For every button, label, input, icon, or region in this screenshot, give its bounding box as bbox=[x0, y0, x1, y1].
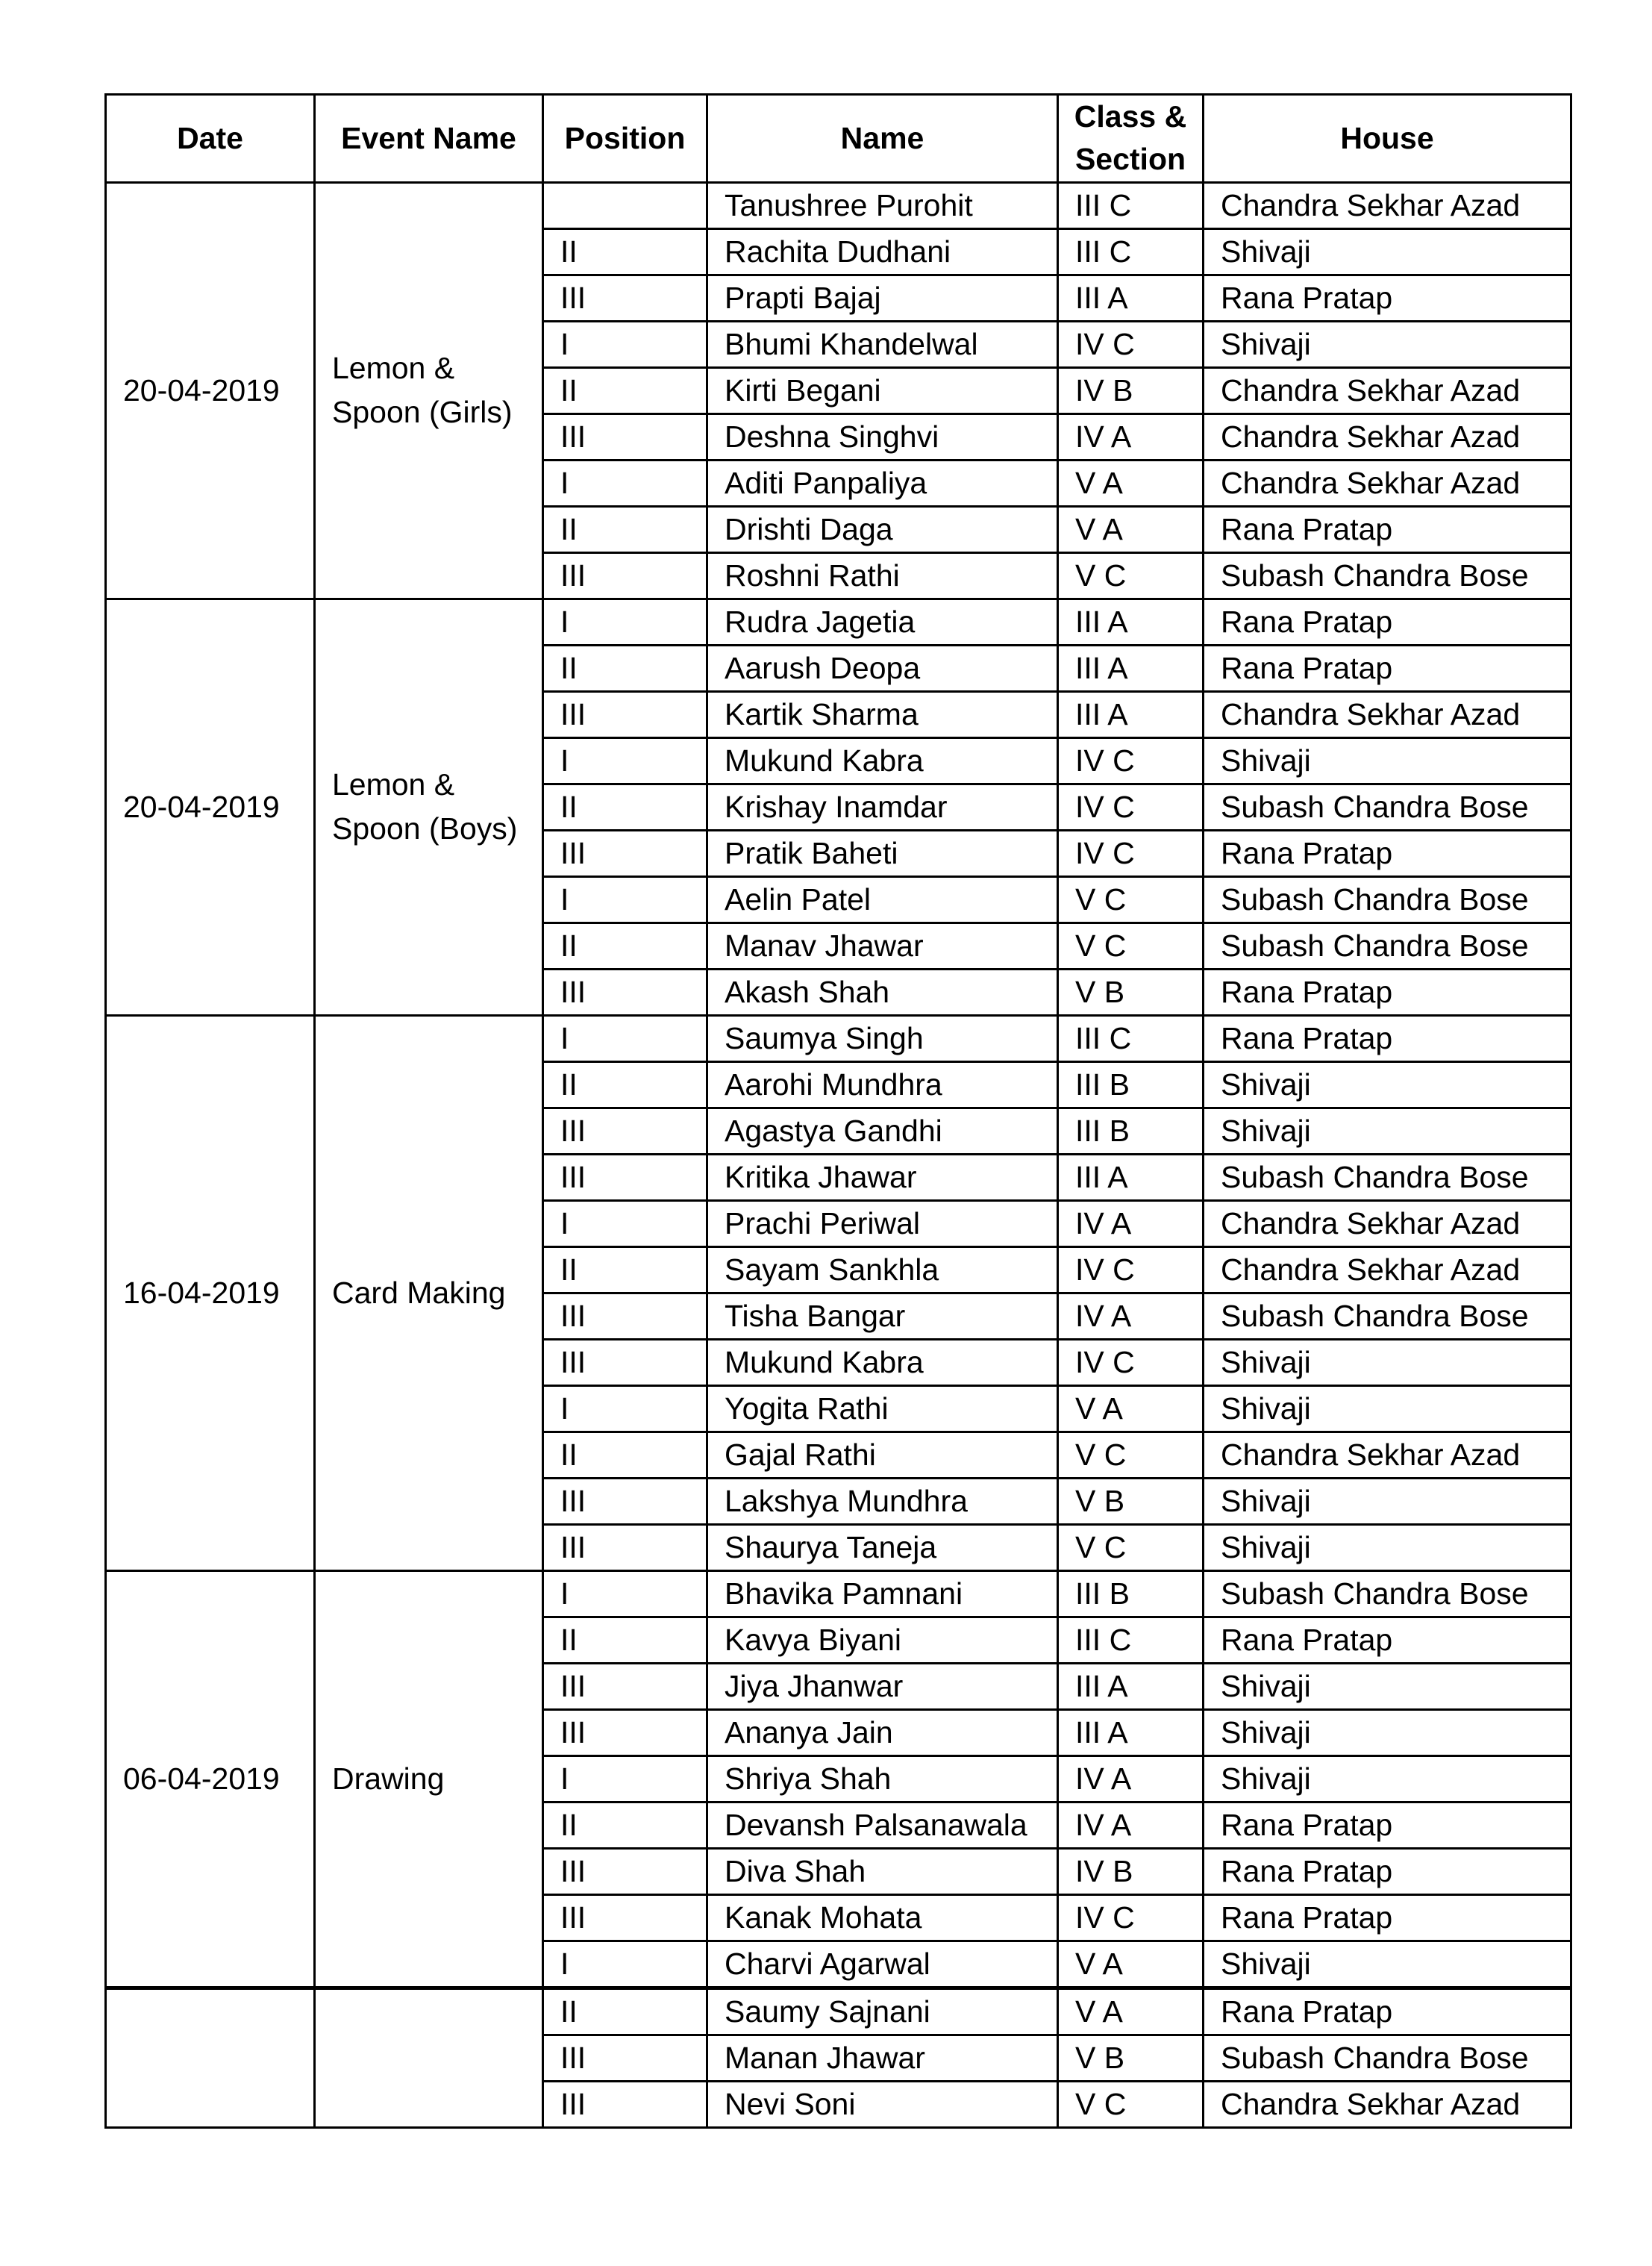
house-cell: Subash Chandra Bose bbox=[1204, 2035, 1571, 2081]
position-cell: I bbox=[543, 1200, 707, 1246]
table-row bbox=[106, 599, 1571, 645]
name-cell: Deshna Singhvi bbox=[707, 413, 1058, 460]
event-name-cell: Drawing bbox=[315, 1570, 543, 1988]
position-cell: III bbox=[543, 1154, 707, 1200]
house-cell: Subash Chandra Bose bbox=[1204, 1293, 1571, 1339]
class-section-cell: V A bbox=[1058, 460, 1204, 506]
class-section-cell: III A bbox=[1058, 599, 1204, 645]
name-cell: Sayam Sankhla bbox=[707, 1246, 1058, 1293]
class-section-cell: V C bbox=[1058, 1432, 1204, 1478]
class-section-cell: IV C bbox=[1058, 321, 1204, 367]
class-section-cell: V C bbox=[1058, 1524, 1204, 1570]
house-cell: Rana Pratap bbox=[1204, 506, 1571, 552]
name-cell: Aarush Deopa bbox=[707, 645, 1058, 691]
class-section-cell: III A bbox=[1058, 1709, 1204, 1755]
name-cell: Bhumi Khandelwal bbox=[707, 321, 1058, 367]
position-cell: III bbox=[543, 1524, 707, 1570]
house-cell: Rana Pratap bbox=[1204, 830, 1571, 876]
position-cell: I bbox=[543, 1755, 707, 1802]
house-cell: Rana Pratap bbox=[1204, 1894, 1571, 1941]
class-section-cell: IV A bbox=[1058, 1200, 1204, 1246]
class-section-cell: IV B bbox=[1058, 1848, 1204, 1894]
house-cell: Subash Chandra Bose bbox=[1204, 784, 1571, 830]
class-section-cell: V C bbox=[1058, 923, 1204, 969]
house-cell: Shivaji bbox=[1204, 1478, 1571, 1524]
class-section-cell: III C bbox=[1058, 1015, 1204, 1061]
name-cell: Pratik Baheti bbox=[707, 830, 1058, 876]
header-class-section: Class & Section bbox=[1058, 95, 1204, 183]
position-cell: III bbox=[543, 552, 707, 599]
name-cell: Devansh Palsanawala bbox=[707, 1802, 1058, 1848]
house-cell: Shivaji bbox=[1204, 1709, 1571, 1755]
position-cell: II bbox=[543, 784, 707, 830]
table-body bbox=[106, 182, 1571, 2127]
header-name: Name bbox=[707, 95, 1058, 183]
position-cell: I bbox=[543, 876, 707, 923]
name-cell: Shaurya Taneja bbox=[707, 1524, 1058, 1570]
position-cell: II bbox=[543, 923, 707, 969]
position-cell: III bbox=[543, 691, 707, 737]
position-cell: I bbox=[543, 321, 707, 367]
position-cell: I bbox=[543, 737, 707, 784]
name-cell: Agastya Gandhi bbox=[707, 1108, 1058, 1154]
table-header bbox=[106, 95, 1571, 183]
class-section-cell: V A bbox=[1058, 1941, 1204, 1988]
house-cell: Shivaji bbox=[1204, 321, 1571, 367]
name-cell: Kritika Jhawar bbox=[707, 1154, 1058, 1200]
position-cell: III bbox=[543, 1848, 707, 1894]
position-cell: III bbox=[543, 2035, 707, 2081]
position-cell: II bbox=[543, 367, 707, 413]
house-cell: Rana Pratap bbox=[1204, 1988, 1571, 2035]
house-cell: Shivaji bbox=[1204, 1339, 1571, 1385]
class-section-cell: IV C bbox=[1058, 784, 1204, 830]
name-cell: Rudra Jagetia bbox=[707, 599, 1058, 645]
house-cell: Shivaji bbox=[1204, 1385, 1571, 1432]
event-name-cell: Card Making bbox=[315, 1015, 543, 1570]
house-cell: Rana Pratap bbox=[1204, 1848, 1571, 1894]
name-cell: Diva Shah bbox=[707, 1848, 1058, 1894]
position-cell: III bbox=[543, 830, 707, 876]
position-cell: I bbox=[543, 1385, 707, 1432]
date-cell: 20-04-2019 bbox=[106, 182, 315, 599]
name-cell: Roshni Rathi bbox=[707, 552, 1058, 599]
house-cell: Chandra Sekhar Azad bbox=[1204, 460, 1571, 506]
class-section-cell: V B bbox=[1058, 969, 1204, 1015]
position-cell: II bbox=[543, 1246, 707, 1293]
class-section-cell: V A bbox=[1058, 506, 1204, 552]
name-cell: Rachita Dudhani bbox=[707, 228, 1058, 275]
name-cell: Prapti Bajaj bbox=[707, 275, 1058, 321]
name-cell: Akash Shah bbox=[707, 969, 1058, 1015]
table-row bbox=[106, 1570, 1571, 1617]
house-cell: Rana Pratap bbox=[1204, 599, 1571, 645]
house-cell: Subash Chandra Bose bbox=[1204, 1570, 1571, 1617]
house-cell: Subash Chandra Bose bbox=[1204, 923, 1571, 969]
class-section-cell: III A bbox=[1058, 1154, 1204, 1200]
class-section-cell: III C bbox=[1058, 1617, 1204, 1663]
header-house: House bbox=[1204, 95, 1571, 183]
position-cell: II bbox=[543, 1802, 707, 1848]
position-cell: III bbox=[543, 275, 707, 321]
class-section-cell: IV C bbox=[1058, 1339, 1204, 1385]
name-cell: Tisha Bangar bbox=[707, 1293, 1058, 1339]
name-cell: Bhavika Pamnani bbox=[707, 1570, 1058, 1617]
name-cell: Drishti Daga bbox=[707, 506, 1058, 552]
table-row bbox=[106, 1015, 1571, 1061]
position-cell: III bbox=[543, 2081, 707, 2127]
position-cell: I bbox=[543, 1015, 707, 1061]
name-cell: Mukund Kabra bbox=[707, 1339, 1058, 1385]
name-cell: Prachi Periwal bbox=[707, 1200, 1058, 1246]
position-cell: II bbox=[543, 1432, 707, 1478]
class-section-cell: IV A bbox=[1058, 1755, 1204, 1802]
name-cell: Manav Jhawar bbox=[707, 923, 1058, 969]
position-cell: II bbox=[543, 228, 707, 275]
house-cell: Subash Chandra Bose bbox=[1204, 552, 1571, 599]
name-cell: Aelin Patel bbox=[707, 876, 1058, 923]
header-event-name: Event Name bbox=[315, 95, 543, 183]
date-cell: 06-04-2019 bbox=[106, 1570, 315, 1988]
house-cell: Shivaji bbox=[1204, 1061, 1571, 1108]
house-cell: Shivaji bbox=[1204, 1663, 1571, 1709]
class-section-cell: IV B bbox=[1058, 367, 1204, 413]
name-cell: Nevi Soni bbox=[707, 2081, 1058, 2127]
class-section-cell: III A bbox=[1058, 1663, 1204, 1709]
house-cell: Chandra Sekhar Azad bbox=[1204, 367, 1571, 413]
house-cell: Rana Pratap bbox=[1204, 1802, 1571, 1848]
house-cell: Chandra Sekhar Azad bbox=[1204, 2081, 1571, 2127]
name-cell: Tanushree Purohit bbox=[707, 182, 1058, 228]
name-cell: Aarohi Mundhra bbox=[707, 1061, 1058, 1108]
date-cell bbox=[106, 1988, 315, 2127]
position-cell: II bbox=[543, 1061, 707, 1108]
house-cell: Chandra Sekhar Azad bbox=[1204, 1246, 1571, 1293]
position-cell: III bbox=[543, 413, 707, 460]
house-cell: Chandra Sekhar Azad bbox=[1204, 1432, 1571, 1478]
name-cell: Kirti Begani bbox=[707, 367, 1058, 413]
position-cell: II bbox=[543, 1617, 707, 1663]
position-cell: I bbox=[543, 1941, 707, 1988]
class-section-cell: III B bbox=[1058, 1061, 1204, 1108]
header-row bbox=[106, 95, 1571, 183]
class-section-cell: V C bbox=[1058, 2081, 1204, 2127]
house-cell: Subash Chandra Bose bbox=[1204, 876, 1571, 923]
name-cell: Kanak Mohata bbox=[707, 1894, 1058, 1941]
house-cell: Shivaji bbox=[1204, 1108, 1571, 1154]
class-section-cell: IV A bbox=[1058, 1293, 1204, 1339]
table-row bbox=[106, 1988, 1571, 2035]
results-sheet bbox=[104, 93, 1570, 2129]
name-cell: Saumya Singh bbox=[707, 1015, 1058, 1061]
name-cell: Aditi Panpaliya bbox=[707, 460, 1058, 506]
name-cell: Saumy Sajnani bbox=[707, 1988, 1058, 2035]
date-cell: 16-04-2019 bbox=[106, 1015, 315, 1570]
house-cell: Shivaji bbox=[1204, 1755, 1571, 1802]
event-name-cell bbox=[315, 1988, 543, 2127]
class-section-cell: IV A bbox=[1058, 1802, 1204, 1848]
house-cell: Shivaji bbox=[1204, 737, 1571, 784]
class-section-cell: IV A bbox=[1058, 413, 1204, 460]
name-cell: Gajal Rathi bbox=[707, 1432, 1058, 1478]
house-cell: Rana Pratap bbox=[1204, 645, 1571, 691]
name-cell: Charvi Agarwal bbox=[707, 1941, 1058, 1988]
class-section-cell: IV C bbox=[1058, 830, 1204, 876]
position-cell: I bbox=[543, 599, 707, 645]
class-section-cell: V A bbox=[1058, 1988, 1204, 2035]
house-cell: Chandra Sekhar Azad bbox=[1204, 1200, 1571, 1246]
house-cell: Chandra Sekhar Azad bbox=[1204, 182, 1571, 228]
name-cell: Manan Jhawar bbox=[707, 2035, 1058, 2081]
header-date: Date bbox=[106, 95, 315, 183]
header-position: Position bbox=[543, 95, 707, 183]
position-cell: II bbox=[543, 506, 707, 552]
position-cell: III bbox=[543, 1663, 707, 1709]
position-cell: I bbox=[543, 1570, 707, 1617]
position-cell: III bbox=[543, 1478, 707, 1524]
house-cell: Rana Pratap bbox=[1204, 1617, 1571, 1663]
class-section-cell: III B bbox=[1058, 1570, 1204, 1617]
class-section-cell: V C bbox=[1058, 552, 1204, 599]
position-cell: II bbox=[543, 645, 707, 691]
class-section-cell: III C bbox=[1058, 228, 1204, 275]
class-section-cell: IV C bbox=[1058, 737, 1204, 784]
position-cell: III bbox=[543, 1709, 707, 1755]
position-cell: III bbox=[543, 969, 707, 1015]
position-cell: I bbox=[543, 460, 707, 506]
table-row bbox=[106, 182, 1571, 228]
name-cell: Kavya Biyani bbox=[707, 1617, 1058, 1663]
name-cell: Yogita Rathi bbox=[707, 1385, 1058, 1432]
class-section-cell: V C bbox=[1058, 876, 1204, 923]
house-cell: Chandra Sekhar Azad bbox=[1204, 413, 1571, 460]
class-section-cell: V B bbox=[1058, 1478, 1204, 1524]
house-cell: Chandra Sekhar Azad bbox=[1204, 691, 1571, 737]
results-table bbox=[104, 93, 1572, 2129]
house-cell: Shivaji bbox=[1204, 1524, 1571, 1570]
class-section-cell: III A bbox=[1058, 645, 1204, 691]
position-cell: III bbox=[543, 1339, 707, 1385]
house-cell: Shivaji bbox=[1204, 1941, 1571, 1988]
name-cell: Lakshya Mundhra bbox=[707, 1478, 1058, 1524]
house-cell: Rana Pratap bbox=[1204, 1015, 1571, 1061]
position-cell: III bbox=[543, 1293, 707, 1339]
house-cell: Shivaji bbox=[1204, 228, 1571, 275]
house-cell: Subash Chandra Bose bbox=[1204, 1154, 1571, 1200]
position-cell: III bbox=[543, 1894, 707, 1941]
name-cell: Jiya Jhanwar bbox=[707, 1663, 1058, 1709]
position-cell bbox=[543, 182, 707, 228]
class-section-cell: III A bbox=[1058, 275, 1204, 321]
class-section-cell: III A bbox=[1058, 691, 1204, 737]
date-cell: 20-04-2019 bbox=[106, 599, 315, 1015]
class-section-cell: III B bbox=[1058, 1108, 1204, 1154]
class-section-cell: V B bbox=[1058, 2035, 1204, 2081]
house-cell: Rana Pratap bbox=[1204, 275, 1571, 321]
class-section-cell: IV C bbox=[1058, 1894, 1204, 1941]
position-cell: III bbox=[543, 1108, 707, 1154]
class-section-cell: III C bbox=[1058, 182, 1204, 228]
position-cell: II bbox=[543, 1988, 707, 2035]
event-name-cell: Lemon & Spoon (Boys) bbox=[315, 599, 543, 1015]
house-cell: Rana Pratap bbox=[1204, 969, 1571, 1015]
class-section-cell: IV C bbox=[1058, 1246, 1204, 1293]
class-section-cell: V A bbox=[1058, 1385, 1204, 1432]
name-cell: Ananya Jain bbox=[707, 1709, 1058, 1755]
name-cell: Mukund Kabra bbox=[707, 737, 1058, 784]
event-name-cell: Lemon & Spoon (Girls) bbox=[315, 182, 543, 599]
name-cell: Kartik Sharma bbox=[707, 691, 1058, 737]
name-cell: Krishay Inamdar bbox=[707, 784, 1058, 830]
name-cell: Shriya Shah bbox=[707, 1755, 1058, 1802]
